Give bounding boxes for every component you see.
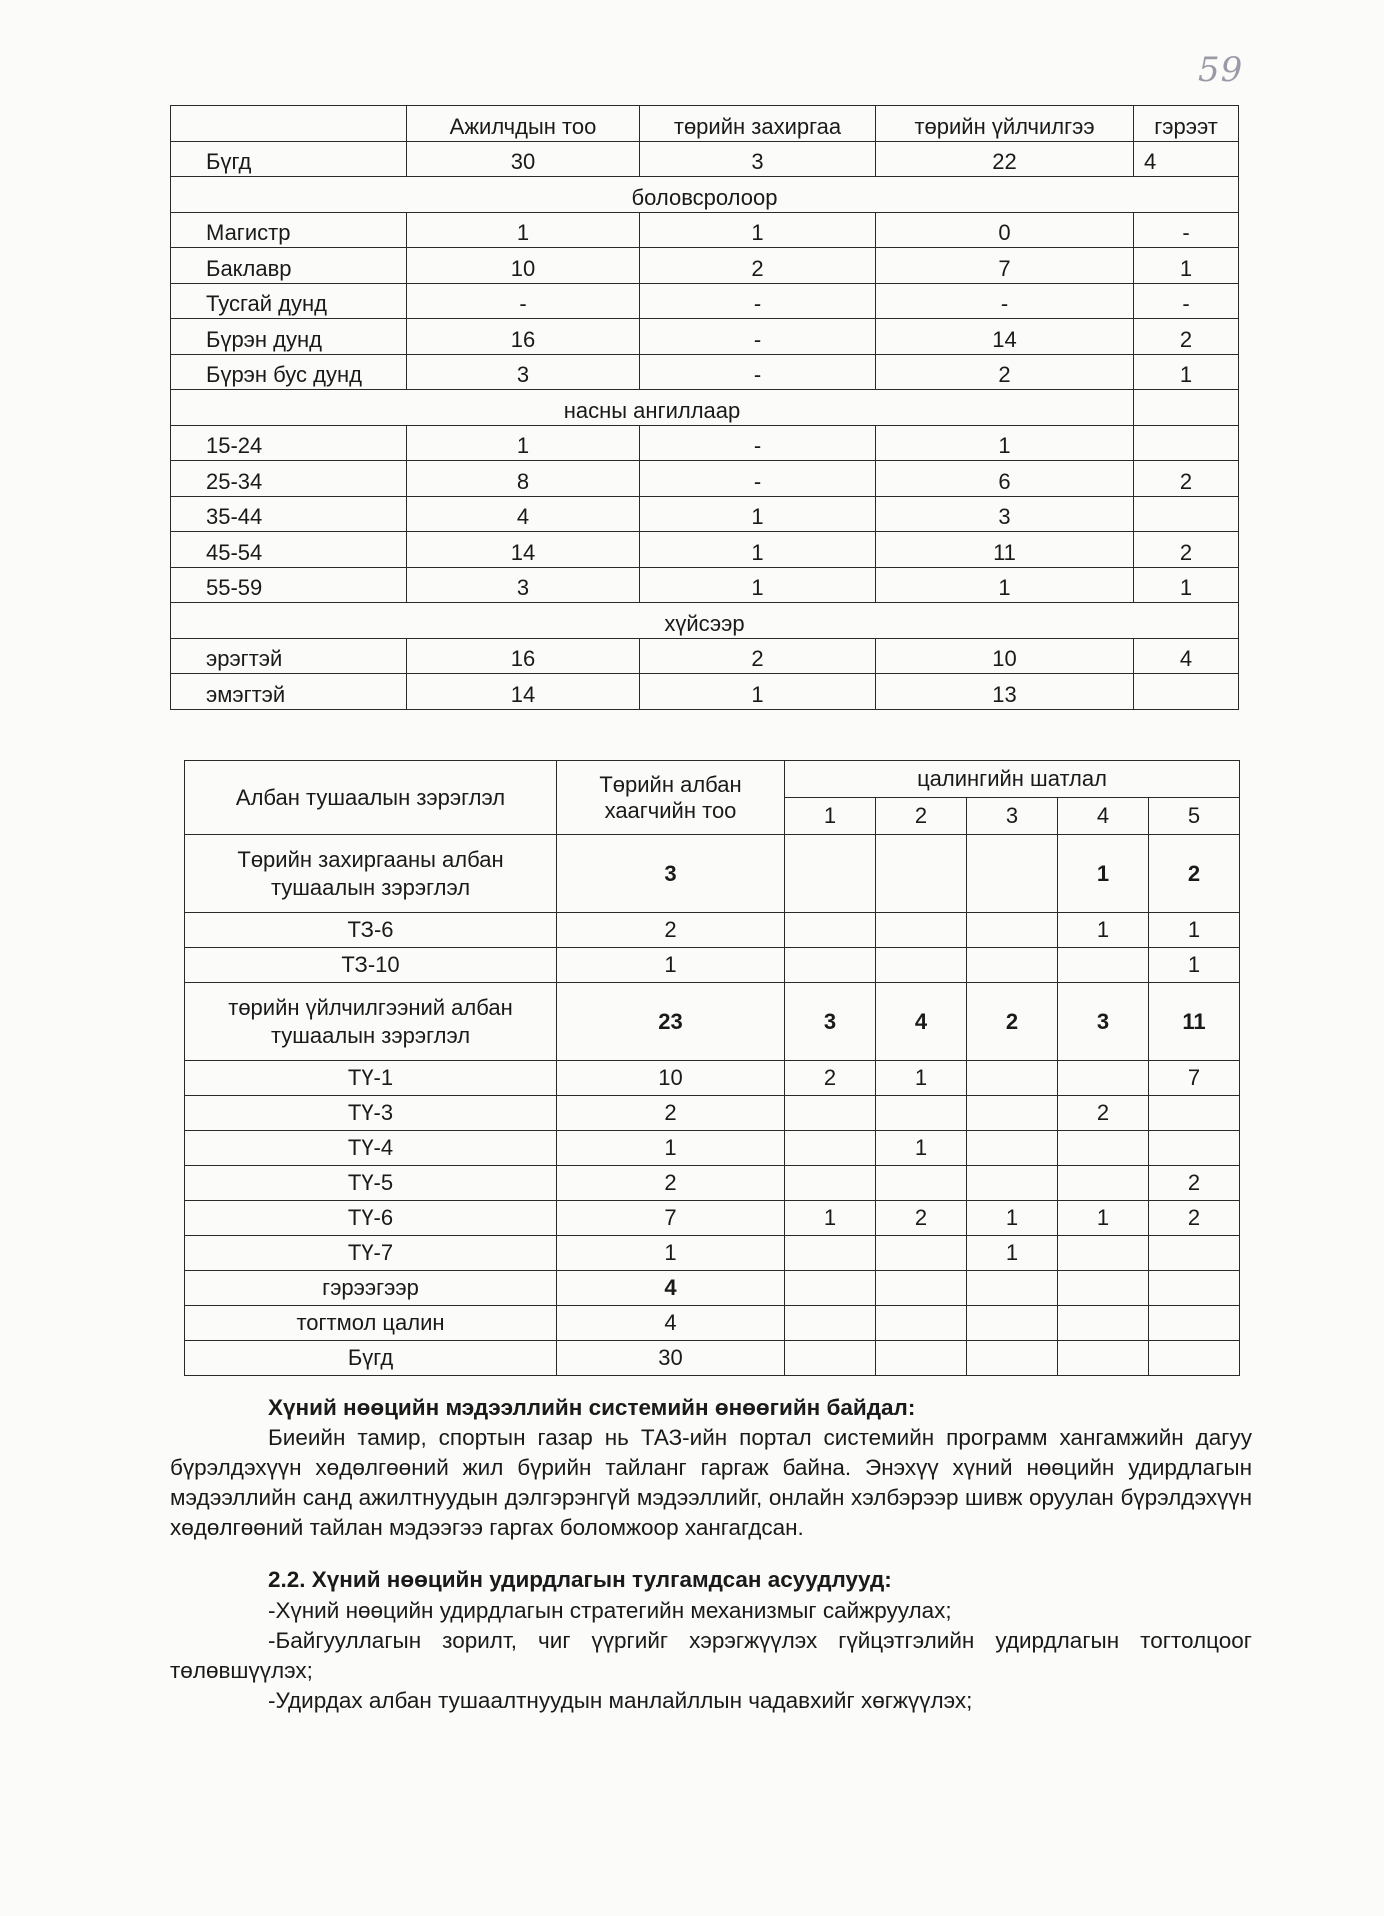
table-cell: 1 (407, 425, 640, 461)
table-cell (1058, 1131, 1149, 1166)
hr-info-system-section (268, 1393, 1252, 1423)
table-cell: 15-24 (171, 425, 407, 461)
table-cell: Бүрэн бус дунд (171, 354, 407, 390)
table-cell: 11 (876, 532, 1134, 568)
table-cell (785, 1131, 876, 1166)
table-cell: 25-34 (171, 461, 407, 497)
table-cell (1149, 1096, 1240, 1131)
table-row (185, 1271, 1240, 1306)
column-header: төрийн захиргаа (640, 106, 876, 142)
column-header: 3 (967, 798, 1058, 835)
table-cell (1058, 1236, 1149, 1271)
table-cell: 1 (1058, 1201, 1149, 1236)
table-cell: 1 (1134, 567, 1239, 603)
table-cell: - (1134, 212, 1239, 248)
table-cell (876, 913, 967, 948)
table-cell: 7 (876, 248, 1134, 284)
table-cell: 1 (1058, 913, 1149, 948)
table-cell: 3 (557, 835, 785, 913)
table-cell: - (640, 354, 876, 390)
table-cell: 35-44 (171, 496, 407, 532)
table-row (171, 496, 1239, 532)
table-cell: 4 (1134, 638, 1239, 674)
table-row (171, 674, 1239, 710)
table-cell: 1 (1134, 354, 1239, 390)
table-cell: 4 (557, 1271, 785, 1306)
column-header: Ажилчдын тоо (407, 106, 640, 142)
table-row (185, 1306, 1240, 1341)
table-row (171, 141, 1239, 177)
table-cell (1058, 1166, 1149, 1201)
table-cell: ТҮ-1 (185, 1061, 557, 1096)
table-cell: Магистр (171, 212, 407, 248)
table-cell: 4 (876, 983, 967, 1061)
table-cell: 1 (407, 212, 640, 248)
table-cell (1134, 390, 1239, 426)
table-cell (876, 1096, 967, 1131)
section-title-row (171, 390, 1239, 426)
table-cell: ТЗ-6 (185, 913, 557, 948)
table-cell (967, 1061, 1058, 1096)
table-cell (876, 1306, 967, 1341)
table-cell (876, 1341, 967, 1376)
table-cell: 1 (640, 674, 876, 710)
table-cell: 16 (407, 319, 640, 355)
table-cell: 1 (876, 567, 1134, 603)
table-cell (1058, 1061, 1149, 1096)
table-cell (967, 948, 1058, 983)
section-title-row (171, 603, 1239, 639)
table-row (185, 1236, 1240, 1271)
column-header (171, 106, 407, 142)
table-cell: - (640, 283, 876, 319)
table-cell: - (640, 425, 876, 461)
table-cell: Бүрэн дунд (171, 319, 407, 355)
table-cell: Төрийн захиргааны албан тушаалын зэрэглэл (185, 835, 557, 913)
table-row (171, 425, 1239, 461)
table-cell (1149, 1271, 1240, 1306)
table-cell: 1 (876, 425, 1134, 461)
table-cell (785, 948, 876, 983)
table-cell (967, 1271, 1058, 1306)
column-header: Төрийн албан хаагчийн тоо (557, 761, 785, 835)
table-cell: 3 (407, 354, 640, 390)
table-cell: 11 (1149, 983, 1240, 1061)
table-cell: 10 (407, 248, 640, 284)
position-grade-table (184, 760, 1240, 1376)
table-cell (876, 1166, 967, 1201)
table-cell: Тусгай дунд (171, 283, 407, 319)
table-cell: эрэгтэй (171, 638, 407, 674)
table-cell (1134, 674, 1239, 710)
table-cell (1134, 425, 1239, 461)
table-cell: 2 (557, 1166, 785, 1201)
table-cell: 3 (785, 983, 876, 1061)
table-cell (967, 1306, 1058, 1341)
table-cell: 2 (557, 1096, 785, 1131)
table-row (171, 283, 1239, 319)
table-cell: 4 (1134, 141, 1239, 177)
table-cell: 1 (1149, 948, 1240, 983)
table-cell: 10 (876, 638, 1134, 674)
table-cell: 6 (876, 461, 1134, 497)
table-cell: 3 (1058, 983, 1149, 1061)
list-item: -Байгууллагын зорилт, чиг үүргийг хэрэгжүүлэх гүйцэтгэлийн удирдлагын тогтолцоог төлөвшүүлэх; (170, 1628, 1252, 1683)
table-cell: 2 (1149, 1166, 1240, 1201)
section-title: боловсролоор (171, 177, 1239, 213)
table-row (185, 913, 1240, 948)
table-header-row (185, 761, 1240, 798)
table-cell: 16 (407, 638, 640, 674)
table-cell: ТҮ-5 (185, 1166, 557, 1201)
table-cell: 1 (640, 496, 876, 532)
table-cell (785, 1236, 876, 1271)
table-cell (967, 835, 1058, 913)
table-cell: 1 (557, 1236, 785, 1271)
table-cell: Бүгд (171, 141, 407, 177)
section-heading: Хүний нөөцийн мэдээллийн системийн өнөөгийн байдал: (268, 1395, 916, 1420)
table-cell: 1 (640, 532, 876, 568)
column-header: цалингийн шатлал (785, 761, 1240, 798)
table-cell: 1 (1134, 248, 1239, 284)
table-cell: 2 (1058, 1096, 1149, 1131)
table-cell: - (1134, 283, 1239, 319)
table-cell (876, 1236, 967, 1271)
section-heading: 2.2. Хүний нөөцийн удирдлагын тулгамдсан асуудлууд: (268, 1567, 892, 1592)
table-cell (1149, 1341, 1240, 1376)
column-header: 4 (1058, 798, 1149, 835)
table-cell: 2 (1134, 532, 1239, 568)
table-cell (1058, 1306, 1149, 1341)
table-cell: - (640, 461, 876, 497)
table-cell: 1 (967, 1236, 1058, 1271)
paragraph: Биеийн тамир, спортын газар нь ТАЗ-ийн портал системийн программ хангамжийн дагуу бүрэлдэхүүн хөдөлгөөний жил бүрийн тайланг гаргаж байна. Энэхүү хүний нөөцийн удирдлагын мэдээллийн санд ажилтнуудын дэлгэрэнгүй мэдээллийг, онлайн хэлбэрээр шивж оруулан бүрэлдэхүүн хөдөлгөөний тайлан мэдээгээ гаргах боломжоор хангагдсан. (170, 1425, 1252, 1540)
table-cell (1149, 1306, 1240, 1341)
table-cell (785, 835, 876, 913)
table-cell (967, 1131, 1058, 1166)
table-cell: 1 (785, 1201, 876, 1236)
table-cell: ТЗ-10 (185, 948, 557, 983)
table-cell: төрийн үйлчилгээний албан тушаалын зэрэглэл (185, 983, 557, 1061)
table-cell: 8 (407, 461, 640, 497)
table-cell: тогтмол цалин (185, 1306, 557, 1341)
page-number: 59 (1198, 50, 1244, 90)
table-cell: 14 (407, 532, 640, 568)
table-cell (1058, 948, 1149, 983)
table-row (185, 983, 1240, 1061)
column-header: 5 (1149, 798, 1240, 835)
table-cell: 1 (1058, 835, 1149, 913)
table-cell: 7 (1149, 1061, 1240, 1096)
table-cell: 1 (557, 948, 785, 983)
table-cell: 4 (557, 1306, 785, 1341)
table-row (185, 1341, 1240, 1376)
table-cell: 45-54 (171, 532, 407, 568)
table-row (171, 461, 1239, 497)
table-cell: - (640, 319, 876, 355)
table-cell (785, 1341, 876, 1376)
table-cell (876, 948, 967, 983)
table-cell: 2 (1134, 319, 1239, 355)
table-row (185, 948, 1240, 983)
hr-issues-list (170, 1596, 1252, 1716)
table-cell (785, 1271, 876, 1306)
table-cell: - (407, 283, 640, 319)
table-cell: Бүгд (185, 1341, 557, 1376)
table-cell (1134, 496, 1239, 532)
table-cell: 2 (1149, 1201, 1240, 1236)
table-row (171, 248, 1239, 284)
table-row (185, 1061, 1240, 1096)
section-title: хүйсээр (171, 603, 1239, 639)
table-row (185, 1096, 1240, 1131)
table-cell: эмэгтэй (171, 674, 407, 710)
table-cell: 1 (640, 212, 876, 248)
table-cell: ТҮ-7 (185, 1236, 557, 1271)
table-cell: гэрээгээр (185, 1271, 557, 1306)
table-cell: 1 (640, 567, 876, 603)
table-cell: 2 (640, 638, 876, 674)
table-cell: 2 (785, 1061, 876, 1096)
table-row (171, 567, 1239, 603)
column-header: төрийн үйлчилгээ (876, 106, 1134, 142)
table-row (185, 1201, 1240, 1236)
column-header: 1 (785, 798, 876, 835)
table-cell (1149, 1131, 1240, 1166)
table-cell (1058, 1271, 1149, 1306)
table-row (171, 212, 1239, 248)
table-cell (967, 1096, 1058, 1131)
table-cell (785, 1096, 876, 1131)
table-cell: 0 (876, 212, 1134, 248)
section-title-row (171, 177, 1239, 213)
table-cell: 4 (407, 496, 640, 532)
table-cell: 2 (557, 913, 785, 948)
table-cell: 1 (876, 1061, 967, 1096)
table-cell: 3 (876, 496, 1134, 532)
table-cell: 2 (876, 1201, 967, 1236)
table-cell: 2 (967, 983, 1058, 1061)
table-cell: 2 (1149, 835, 1240, 913)
table-cell (785, 913, 876, 948)
table-row (171, 354, 1239, 390)
column-header: 2 (876, 798, 967, 835)
table-cell (785, 1166, 876, 1201)
table-cell: 7 (557, 1201, 785, 1236)
list-item: -Хүний нөөцийн удирдлагын стратегийн механизмыг сайжруулах; (268, 1598, 952, 1623)
table-cell: 30 (407, 141, 640, 177)
table-cell (785, 1306, 876, 1341)
table-cell: 3 (407, 567, 640, 603)
table-cell: 30 (557, 1341, 785, 1376)
table-cell: ТҮ-4 (185, 1131, 557, 1166)
table-cell: 1 (876, 1131, 967, 1166)
table-cell: 1 (1149, 913, 1240, 948)
table-cell: ТҮ-3 (185, 1096, 557, 1131)
table-cell: 2 (876, 354, 1134, 390)
employee-statistics-table (170, 105, 1239, 710)
table-row (185, 1131, 1240, 1166)
table-row (185, 835, 1240, 913)
table-cell (1149, 1236, 1240, 1271)
table-row (185, 1166, 1240, 1201)
table-cell (876, 1271, 967, 1306)
table-cell: 22 (876, 141, 1134, 177)
table-cell (1058, 1341, 1149, 1376)
table-cell: 1 (557, 1131, 785, 1166)
section-title: насны ангиллаар (171, 390, 1134, 426)
table-cell: 14 (876, 319, 1134, 355)
table-cell (967, 1166, 1058, 1201)
table-cell: 55-59 (171, 567, 407, 603)
table-cell: 1 (967, 1201, 1058, 1236)
table-row (171, 532, 1239, 568)
table-cell: - (876, 283, 1134, 319)
table-cell: 13 (876, 674, 1134, 710)
table-row (171, 319, 1239, 355)
table-header-row (171, 106, 1239, 142)
table-cell: ТҮ-6 (185, 1201, 557, 1236)
table-cell: 14 (407, 674, 640, 710)
table-cell (967, 1341, 1058, 1376)
table-cell: 2 (640, 248, 876, 284)
column-header: гэрээт (1134, 106, 1239, 142)
table-cell: 2 (1134, 461, 1239, 497)
list-item: -Удирдах албан тушаалтнуудын манлайллын чадавхийг хөгжүүлэх; (268, 1688, 973, 1713)
table-cell (876, 835, 967, 913)
column-header: Албан тушаалын зэрэглэл (185, 761, 557, 835)
hr-issues-section (268, 1565, 1252, 1595)
table-row (171, 638, 1239, 674)
table-cell: 10 (557, 1061, 785, 1096)
hr-info-system-paragraph (170, 1423, 1252, 1543)
table-cell: 3 (640, 141, 876, 177)
table-cell (967, 913, 1058, 948)
table-cell: Баклавр (171, 248, 407, 284)
table-cell: 23 (557, 983, 785, 1061)
